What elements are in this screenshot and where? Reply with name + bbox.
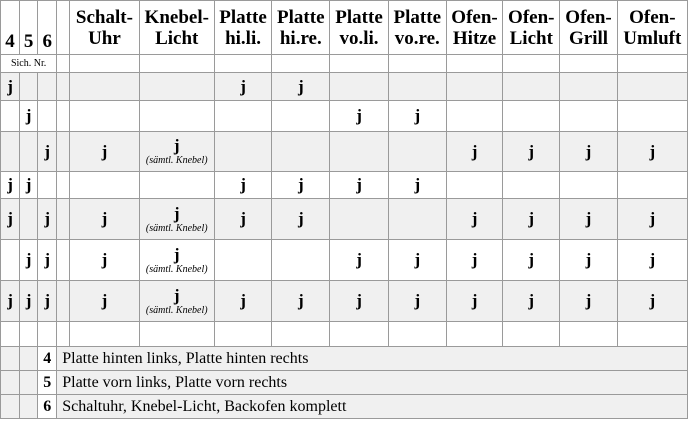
empty-cell bbox=[139, 55, 214, 73]
empty-cell bbox=[503, 322, 560, 347]
fuse-cell: j bbox=[20, 101, 38, 132]
column-header: Platte hi.re. bbox=[272, 1, 330, 55]
column-header: Ofen- Licht bbox=[503, 1, 560, 55]
spacer-cell bbox=[57, 172, 70, 199]
fuse-cell: j bbox=[38, 281, 57, 322]
knebel-note: (sämtl. Knebel) bbox=[145, 222, 208, 234]
mark-cell: j bbox=[560, 199, 617, 240]
empty-cell bbox=[20, 395, 38, 419]
mark-cell: j bbox=[446, 240, 502, 281]
mark-cell: j bbox=[560, 281, 617, 322]
mark-cell: j bbox=[446, 199, 502, 240]
fuse-cell bbox=[20, 132, 38, 172]
mark-cell: j bbox=[214, 199, 271, 240]
mark-cell: j bbox=[330, 101, 388, 132]
mark-cell: j bbox=[330, 240, 388, 281]
mark-cell: j bbox=[330, 281, 388, 322]
empty-cell bbox=[446, 55, 502, 73]
mark-cell bbox=[272, 132, 330, 172]
empty-cell bbox=[330, 322, 388, 347]
knebel-note: (sämtl. Knebel) bbox=[145, 155, 208, 166]
mark-cell bbox=[560, 101, 617, 132]
mark-cell bbox=[617, 73, 687, 101]
fuse-header-4: 4 bbox=[1, 1, 20, 55]
column-header: Schalt- Uhr bbox=[70, 1, 139, 55]
mark-cell bbox=[70, 73, 139, 101]
empty-cell bbox=[503, 55, 560, 73]
mark-cell: j bbox=[214, 172, 271, 199]
legend-row bbox=[1, 371, 688, 395]
mark-cell bbox=[272, 101, 330, 132]
empty-cell bbox=[1, 395, 20, 419]
mark-cell: j bbox=[503, 281, 560, 322]
fuse-cell bbox=[1, 101, 20, 132]
table-row bbox=[1, 132, 688, 172]
column-header: Platte vo.re. bbox=[388, 1, 446, 55]
mark-cell: j bbox=[503, 240, 560, 281]
mark-cell: j bbox=[503, 132, 560, 172]
empty-cell bbox=[70, 55, 139, 73]
header-spacer bbox=[57, 1, 70, 55]
mark-cell bbox=[503, 73, 560, 101]
table-row bbox=[1, 199, 688, 240]
mark-cell: j bbox=[560, 132, 617, 172]
empty-cell bbox=[388, 55, 446, 73]
mark-cell: j bbox=[272, 172, 330, 199]
fuse-cell: j bbox=[20, 281, 38, 322]
mark-cell: j bbox=[503, 199, 560, 240]
column-header: Platte hi.li. bbox=[214, 1, 271, 55]
column-header: Knebel- Licht bbox=[139, 1, 214, 55]
empty-cell bbox=[1, 322, 20, 347]
column-header: Platte vo.li. bbox=[330, 1, 388, 55]
knebel-cell: j (sämtl. Knebel) bbox=[139, 132, 214, 172]
mark-cell: j bbox=[70, 199, 139, 240]
mark-cell bbox=[330, 132, 388, 172]
mark-cell: j bbox=[214, 281, 271, 322]
legend-number: 4 bbox=[38, 347, 57, 371]
table-row bbox=[1, 240, 688, 281]
column-header: Ofen- Grill bbox=[560, 1, 617, 55]
mark-cell bbox=[330, 199, 388, 240]
mark-cell bbox=[503, 172, 560, 199]
mark-cell: j bbox=[617, 240, 687, 281]
legend-text: Schaltuhr, Knebel-Licht, Backofen komplett bbox=[57, 395, 688, 419]
empty-cell bbox=[20, 371, 38, 395]
fuse-cell: j bbox=[20, 172, 38, 199]
mark-cell bbox=[330, 73, 388, 101]
spacer-cell bbox=[57, 101, 70, 132]
mark-cell bbox=[272, 240, 330, 281]
mark-cell bbox=[388, 73, 446, 101]
mark-cell bbox=[388, 132, 446, 172]
mark-cell: j bbox=[70, 132, 139, 172]
empty-cell bbox=[139, 322, 214, 347]
mark-cell: j bbox=[272, 73, 330, 101]
legend-row bbox=[1, 395, 688, 419]
mark-cell: j bbox=[70, 281, 139, 322]
spacer-cell bbox=[57, 199, 70, 240]
empty-cell bbox=[1, 371, 20, 395]
empty-cell bbox=[446, 322, 502, 347]
legend-text: Platte hinten links, Platte hinten rechts bbox=[57, 347, 688, 371]
mark-cell bbox=[70, 172, 139, 199]
fuse-cell: j bbox=[38, 132, 57, 172]
spacer-cell bbox=[57, 240, 70, 281]
knebel-cell: j (sämtl. Knebel) bbox=[139, 240, 214, 281]
empty-cell bbox=[617, 55, 687, 73]
knebel-cell: j (sämtl. Knebel) bbox=[139, 199, 214, 240]
table-row bbox=[1, 101, 688, 132]
empty-cell bbox=[20, 322, 38, 347]
empty-cell bbox=[560, 55, 617, 73]
fuse-cell bbox=[38, 101, 57, 132]
mark-cell: j bbox=[388, 281, 446, 322]
mark-cell bbox=[139, 172, 214, 199]
mark-cell: j bbox=[617, 199, 687, 240]
mark-cell bbox=[139, 73, 214, 101]
mark-cell bbox=[70, 101, 139, 132]
mark-cell: j bbox=[388, 101, 446, 132]
fuse-cell: j bbox=[20, 240, 38, 281]
empty-cell bbox=[214, 322, 271, 347]
empty-cell bbox=[272, 55, 330, 73]
mark-cell: j bbox=[617, 281, 687, 322]
fuse-cell bbox=[1, 132, 20, 172]
fuse-number-label: Sich. Nr. bbox=[1, 55, 57, 73]
mark-cell bbox=[446, 73, 502, 101]
empty-cell bbox=[388, 322, 446, 347]
knebel-note: (sämtl. Knebel) bbox=[145, 263, 208, 275]
empty-cell bbox=[560, 322, 617, 347]
mark-cell bbox=[214, 132, 271, 172]
fuse-cell bbox=[38, 172, 57, 199]
mark-cell: j bbox=[214, 73, 271, 101]
table-row bbox=[1, 172, 688, 199]
fuse-cell: j bbox=[1, 199, 20, 240]
fuse-cell: j bbox=[1, 73, 20, 101]
empty-cell bbox=[617, 322, 687, 347]
mark-cell: j bbox=[446, 281, 502, 322]
fuse-cell: j bbox=[1, 172, 20, 199]
fuse-cell bbox=[20, 73, 38, 101]
fuse-header-6: 6 bbox=[38, 1, 57, 55]
knebel-note: (sämtl. Knebel) bbox=[145, 304, 208, 316]
knebel-cell: j (sämtl. Knebel) bbox=[139, 281, 214, 322]
mark-cell bbox=[214, 240, 271, 281]
fuse-cell bbox=[20, 199, 38, 240]
empty-cell bbox=[70, 322, 139, 347]
mark-cell bbox=[446, 101, 502, 132]
mark-cell: j bbox=[446, 132, 502, 172]
legend-row bbox=[1, 347, 688, 371]
legend-text: Platte vorn links, Platte vorn rechts bbox=[57, 371, 688, 395]
spacer-cell bbox=[57, 73, 70, 101]
mark-cell bbox=[617, 172, 687, 199]
mark-cell bbox=[503, 101, 560, 132]
table-row bbox=[1, 73, 688, 101]
empty-cell bbox=[20, 347, 38, 371]
spacer-cell bbox=[57, 281, 70, 322]
spacer-cell bbox=[57, 132, 70, 172]
fuse-cell: j bbox=[38, 199, 57, 240]
column-header: Ofen- Hitze bbox=[446, 1, 502, 55]
mark-cell: j bbox=[617, 132, 687, 172]
header-row bbox=[1, 1, 688, 55]
mark-cell: j bbox=[330, 172, 388, 199]
table-row bbox=[1, 281, 688, 322]
mark-cell bbox=[139, 101, 214, 132]
mark-cell bbox=[214, 101, 271, 132]
column-header: Ofen- Umluft bbox=[617, 1, 687, 55]
mark-cell bbox=[388, 199, 446, 240]
mark-cell: j bbox=[272, 199, 330, 240]
empty-cell bbox=[1, 347, 20, 371]
mark-cell: j bbox=[388, 172, 446, 199]
mark-cell bbox=[560, 172, 617, 199]
subheader-row bbox=[1, 55, 688, 73]
mark-cell: j bbox=[388, 240, 446, 281]
mark-cell: j bbox=[70, 240, 139, 281]
empty-cell bbox=[330, 55, 388, 73]
mark-cell bbox=[617, 101, 687, 132]
mark-cell: j bbox=[560, 240, 617, 281]
legend-number: 5 bbox=[38, 371, 57, 395]
empty-cell bbox=[57, 55, 70, 73]
empty-cell bbox=[214, 55, 271, 73]
blank-row bbox=[1, 322, 688, 347]
fuse-cell: j bbox=[38, 240, 57, 281]
mark-cell bbox=[560, 73, 617, 101]
mark-cell: j bbox=[272, 281, 330, 322]
empty-cell bbox=[272, 322, 330, 347]
empty-cell bbox=[38, 322, 57, 347]
fuse-cell bbox=[38, 73, 57, 101]
fuse-cell: j bbox=[1, 281, 20, 322]
fuse-header-5: 5 bbox=[20, 1, 38, 55]
empty-cell bbox=[57, 322, 70, 347]
legend-number: 6 bbox=[38, 395, 57, 419]
mark-cell bbox=[446, 172, 502, 199]
fuse-cell bbox=[1, 240, 20, 281]
